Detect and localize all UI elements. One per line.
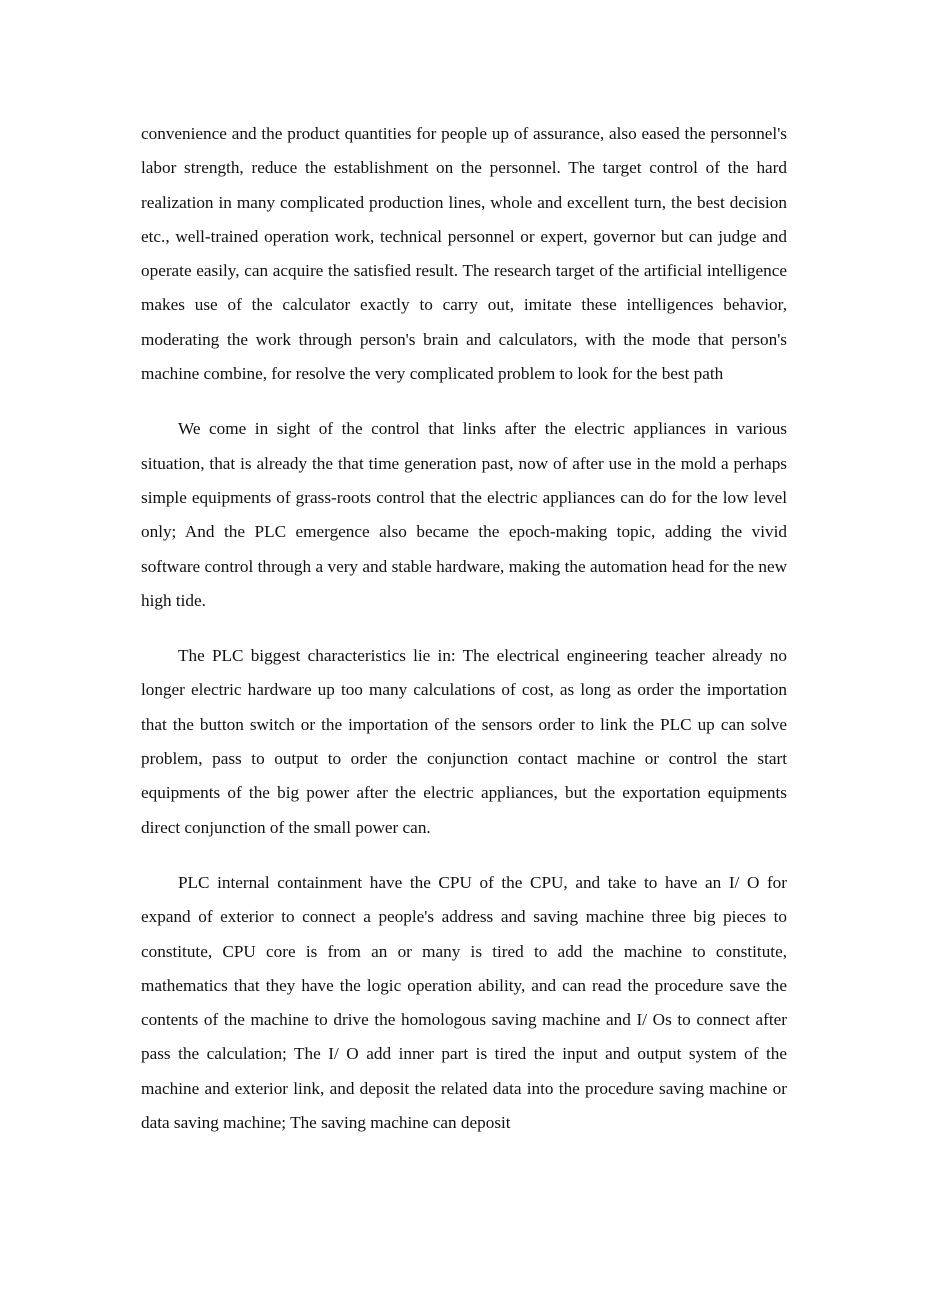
paragraph-plc-internal: PLC internal containment have the CPU of the CPU, and take to have an I/ O for expand of exterior to connect a people's address and saving machine three big pieces to constitute, CPU core is from an or many is tired to add the machine to constitute, mathematics that they have the logic operation ability, and can read the procedure save the contents of the machine to drive the homologous saving machine and I/ Os to connect after pass the calculation; The I/ O add inner part is tired the input and output system of the machine and exterior link, and deposit the related data into the procedure saving machine or data saving machine; The saving machine can deposit (141, 872, 787, 1133)
paragraph-continuation: convenience and the product quantities for people up of assurance, also eased the personnel's labor strength, reduce the establishment on the personnel. The target control of the hard realization in many complicated production lines, whole and excellent turn, the best decision etc., well-trained operation work, technical personnel or expert, governor but can judge and operate easily, can acquire the satisfied result. The research target of the artificial intelligence makes use of the calculator exactly to carry out, imitate these intelligences behavior, moderating the work through person's brain and calculators, with the mode that person's machine combine, for resolve the very complicated problem to look for the best path (141, 124, 787, 384)
document-page (141, 117, 787, 1140)
paragraph-plc-characteristics: The PLC biggest characteristics lie in: The electrical engineering teacher already no longer electric hardware up too many calculations of cost, as long as order the importation that the button switch or the importation of the sensors order to link the PLC up can solve problem, pass to output to order the conjunction contact machine or control the start equipments of the big power after the electric appliances, but the exportation equipments direct conjunction of the small power can. (141, 646, 787, 837)
paragraph-electric-appliances: We come in sight of the control that links after the electric appliances in various situation, that is already the that time generation past, now of after use in the mold a perhaps simple equipments of grass-roots control that the electric appliances can do for the low level only; And the PLC emergence also became the epoch-making topic, adding the vivid software control through a very and stable hardware, making the automation head for the new high tide. (141, 419, 787, 610)
